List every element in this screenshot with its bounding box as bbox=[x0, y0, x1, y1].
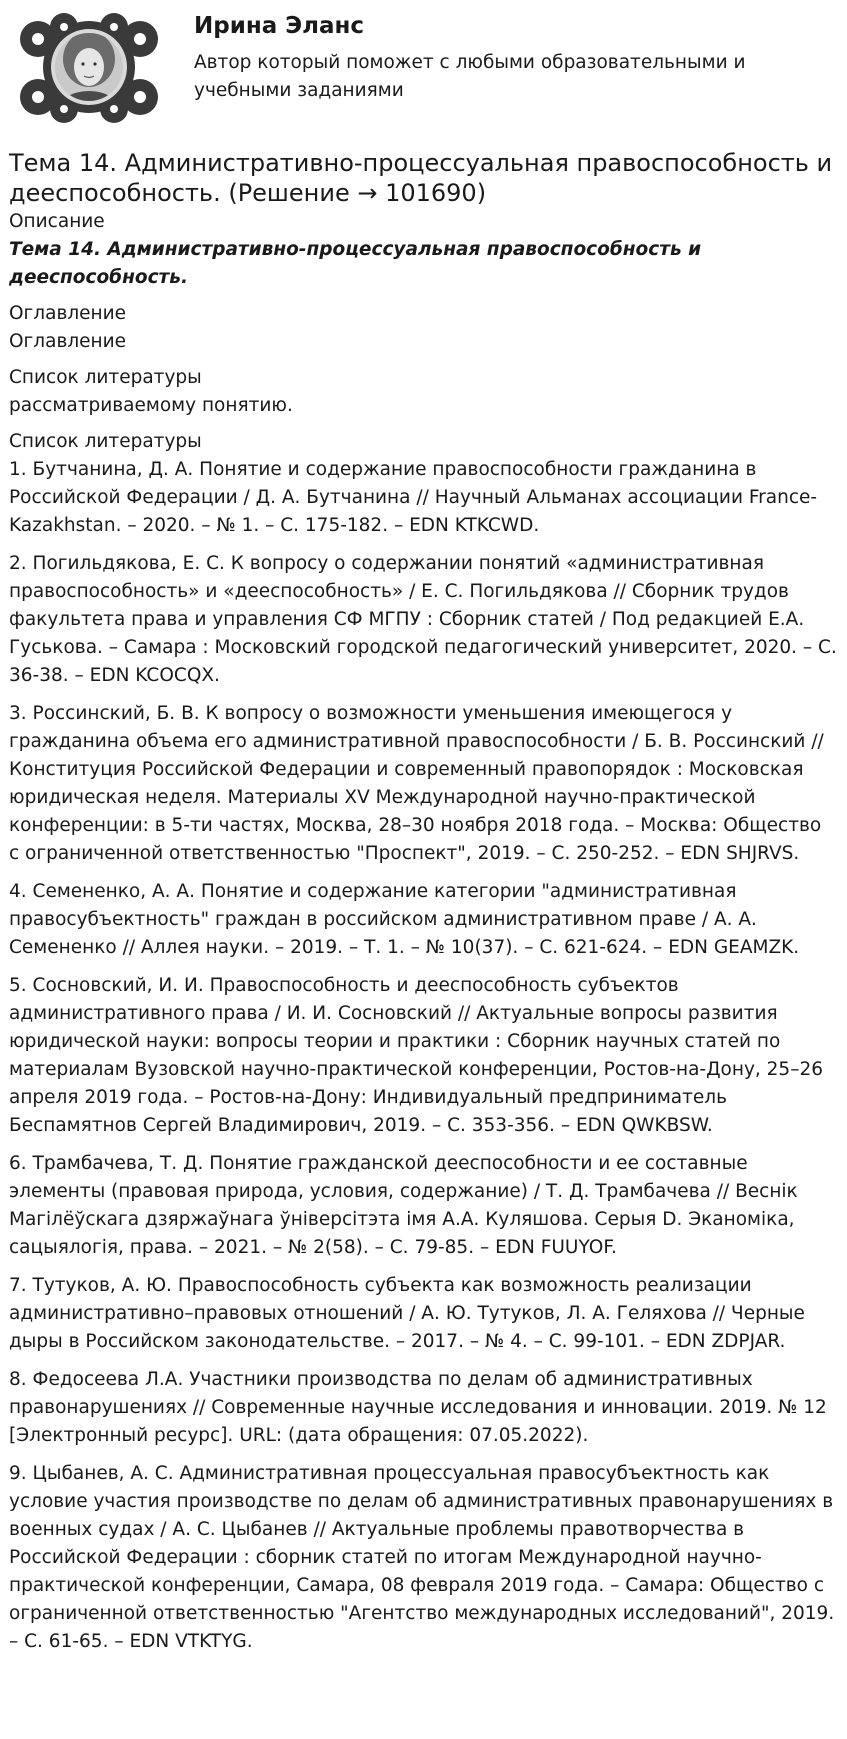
work-title: Тема 14. Административно-процессуальная правоспособность и дееспособность. (Решение → 101690) bbox=[9, 149, 833, 207]
reference-item: 9. Цыбанев, А. С. Административная процессуальная правосубъектность как условие участия производстве по делам об административных правонарушениях в военных судах / А. С. Цыбанев // Актуальные проблемы правотворчества в Российской Федерации : сборник статей по итогам Международной научно-практической конференции, Самара, 08 февраля 2019 года. – Самара: Общество с ограниченной ответственностью "Агентство международных исследований", 2019. – С. 61-65. – EDN VTKTYG. bbox=[9, 1463, 835, 1652]
author-card bbox=[9, 0, 837, 138]
author-avatar[interactable] bbox=[16, 9, 162, 127]
reference-item: 2. Погильдякова, Е. С. К вопросу о содержании понятий «административная правоспособность» и «дееспособность» / Е. С. Погильдякова // Сборник трудов факультета права и управления СФ МГПУ : Сборник статей / Под редакцией Е.А. Гуськова. – Самара : Московский городской педагогический университет, 2020. – С. 36-38. – EDN KCOCQX. bbox=[9, 553, 837, 686]
reference-item: 1. Бутчанина, Д. А. Понятие и содержание правоспособности гражданина в Российской Федерации / Д. А. Бутчанина // Научный Альманах ассоциации France-Kazakhstan. – 2020. – № 1. – С. 175-182. – EDN KTKCWD. bbox=[9, 459, 818, 536]
reference-item: 6. Трамбачева, Т. Д. Понятие гражданской дееспособности и ее составные элементы (правовая природа, условия, содержание) / Т. Д. Трамбачева // Веснік Магілёўскага дзяржаўнага ўніверсітэта імя А.А. Куляшова. Серыя D. Эканоміка, сацыялогія, права. – 2021. – № 2(58). – С. 79-85. – EDN FUUYOF. bbox=[9, 1153, 798, 1258]
toc-label: Оглавление bbox=[9, 303, 127, 324]
text-fragment: рассматриваемому понятию. bbox=[9, 395, 293, 416]
bibliography-label: Список литературы bbox=[9, 367, 202, 388]
bibliography-heading: Список литературы bbox=[9, 431, 202, 452]
reference-list bbox=[9, 456, 837, 1656]
reference-item: 5. Сосновский, И. И. Правоспособность и дееспособность субъектов административного права / И. И. Сосновский // Актуальные вопросы развития юридической науки: вопросы теории и практики : Сборник научных статей по материалам Вузовской научно-практической конференции, Ростов-на-Дону, 25–26 апреля 2019 года. – Ростов-на-Дону: Индивидуальный предприниматель Беспамятнов Сергей Владимирович, 2019. – С. 353-356. – EDN QWKBSW. bbox=[9, 975, 823, 1136]
author-description: Автор который поможет с любыми образовательными и учебными заданиями bbox=[194, 52, 746, 101]
reference-item: 4. Семененко, А. А. Понятие и содержание категории "административная правосубъектность" граждан в российском административном праве / А. А. Семененко // Аллея науки. – 2019. – Т. 1. – № 10(37). – С. 621-624. – EDN GEAMZK. bbox=[9, 881, 800, 958]
reference-item: 3. Россинский, Б. В. К вопросу о возможности уменьшения имеющегося у гражданина объема его административной правоспособности / Б. В. Россинский // Конституция Российской Федерации и современный правопорядок : Московская юридическая неделя. Материалы XV Международной научно-практической конференции: в 5-ти частях, Москва, 28–30 ноября 2018 года. – Москва: Общество с ограниченной ответственностью "Проспект", 2019. – С. 250-252. – EDN SHJRVS. bbox=[9, 703, 824, 864]
toc-label: Оглавление bbox=[9, 331, 127, 352]
lead-heading: Тема 14. Административно-процессуальная правоспособность и дееспособность. bbox=[9, 239, 702, 288]
reference-item: 8. Федосеева Л.А. Участники производства по делам об административных правонарушениях // Современные научные исследования и инновации. 2019. № 12 [Электронный ресурс]. URL: (дата обращения: 07.05.2022). bbox=[9, 1369, 827, 1446]
reference-item: 7. Тутуков, А. Ю. Правоспособность субъекта как возможность реализации административно–правовых отношений / А. Ю. Тутуков, Л. А. Геляхова // Черные дыры в Российском законодательстве. – 2017. – № 4. – С. 99-101. – EDN ZDPJAR. bbox=[9, 1275, 805, 1352]
description-label: Описание bbox=[9, 211, 105, 232]
author-name[interactable]: Ирина Эланс bbox=[194, 13, 365, 39]
